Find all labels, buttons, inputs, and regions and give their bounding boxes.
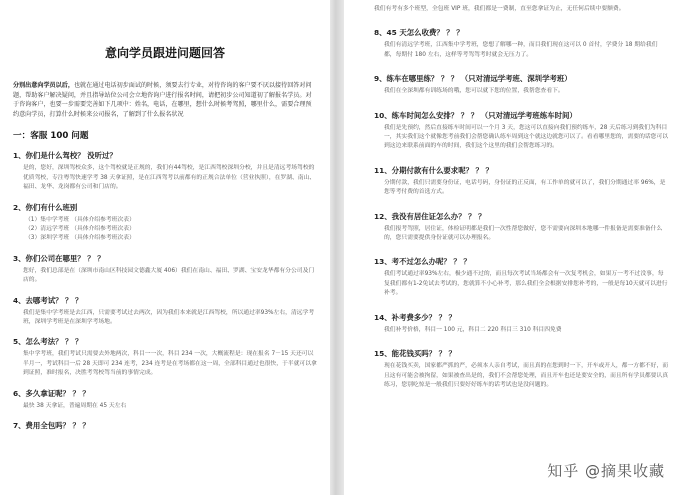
right-qa-list — [374, 27, 669, 390]
answer-text: 我们补考价格，科目一 100 元，科目二 220 科目三 310 科目四免费 — [384, 326, 562, 333]
question-heading: 5、怎么考法？ ？ ？ — [13, 337, 83, 347]
question-heading: 12、我没有居住证怎么办？ ？ ？ — [374, 211, 486, 221]
question-heading: 9、练车在哪里练？ ？ ？ （只对清远学考班、深圳学考班） — [374, 74, 572, 84]
answer-text: 是的，您好，深圳驾校众多，这个驾校就是正规的，我们有44驾校，是江西驾校深圳分校，并且是清远考场驾校的优质驾校，专注粤驾快速学考 38 天拿证照，是在江西驾考以前都有的正规合法单位（营业执照），在罗湖、南山、福田、龙华、龙岗都有公司和门店的。 — [23, 165, 316, 191]
question-heading: 10、练车时间怎么安排？ ？ ？ （只对清远学考班练车时间） — [374, 110, 577, 120]
question-heading: 4、去哪考试？ ？ ？ — [13, 295, 83, 305]
class-list-item: （3）深圳学考班 （具体介绍参考班次表） — [25, 235, 135, 242]
question-heading: 2、你们有什么班别 — [13, 202, 78, 212]
question-heading: 14、补考费多少？ ？ ？ — [374, 312, 456, 322]
zhihu-watermark: 知乎 @摘果收藏 — [547, 462, 665, 480]
answer-text: 我们是集中学考班是去江西，只需要考试过去两次，因为我们本来就是江西驾校，所以通过率93%左右，清远学考班，深圳学考班是在深圳学考场地。 — [23, 309, 315, 326]
question-heading: 6、多久拿证呢？ ？ ？ — [13, 388, 90, 398]
continued-text: 我们有考有多个班型，全包班 VIP 班，我们都是一费制，直至您拿证为止，无任何后续中要额费。 — [374, 6, 625, 12]
intro-paragraph — [13, 81, 317, 119]
answer-text: 我们是先预约，然后直接练车时间可以一个月 3 天，您这可以直接向我们预约练车，28 天后练习到我们为科目一，其实我们这个就像您考前我们会帮您确认练车周到这个就这边就您可以了。看看哪里您的，需要的话您可以到这边来联系前面的车的时间，我们这个这里的我们会帮您练习的。 — [384, 124, 669, 150]
answer-text: 分期付款，我们只需要身份证，电话号码，身份证的正反面，有工作单的就可以了，我们分期通过率 96%，是您等考付费的首选方式。 — [384, 179, 666, 196]
class-list-item: （1）集中学考班 （具体介绍参考班次表） — [25, 216, 135, 223]
question-heading: 3、你们公司在哪里？ ？ ？ — [13, 253, 105, 263]
answer-text: 我们在全深圳都有训练场的哦，您可以就下您的位置，我帮您查看下。 — [384, 88, 564, 95]
section-heading: 一：客服 100 问题 — [13, 131, 89, 142]
document-page-right — [344, 0, 679, 495]
left-qa-list — [13, 150, 317, 431]
document-page-left — [0, 0, 330, 495]
intro-bold-lead: 分别出意向学员以后， — [13, 82, 74, 89]
answer-text: 最快 38 天拿证，普遍周期在 45 天左右 — [23, 402, 127, 409]
answer-text: 集中学考班，我们考试只需要去外地两次，科目一一次，科目 234 一次，大概流程是：现在报名 7－15 天还可以半月一，考试科目一后 28 天即可 234 连考，234 连考是在考场都在这一周，全部科目通过也很快，于半就可以拿到证照，准时报名，决胜考驾校驾当前的事情完成。 — [23, 351, 317, 377]
answer-text: 您好，我们总部是在（深圳市南山区科技园文德鑫大厦 406）我们在南山、福田、罗湖、宝安龙华都有分公司及门店的。 — [23, 267, 315, 284]
document-title: 意向学员跟进问题回答 — [104, 46, 225, 60]
answer-text: 我们报考驾照，居住证，体检证明都是我们一次性帮您做好，您不需要向深圳本地哪一件报备是需要准备什么的，您只需要提供身份证就可以办理报名。 — [384, 225, 663, 242]
answer-text: 我们有清远学考班，江西集中学考班，您想了解哪一种，而目我们现在这可以 0 首付，学费分 18 期给我们都，每期付 180 左右，这样等考驾驾考时就会无压力了。 — [384, 42, 658, 58]
question-heading: 7、费用全包吗？ ？ ？ — [13, 421, 90, 431]
left-page-content — [0, 0, 330, 434]
answer-text: 现在花钱买卖，国家都严抓的严，必须本人亲自考试，而且真的在您到时一下，开车或开人，都一方都不好，而且这有可能会被拘留，如果被查出是的，我们不会帮您处理，而且开车也还是要安全的，而且所有学员都要认真练习，您别吃惊是一般我们只要好好练车的话考试也是没问题的。 — [384, 363, 669, 388]
class-list-item: （2）清远学考班 （具体介绍参考班次表） — [25, 226, 135, 232]
question-heading: 11、分期付款有什么要求呢？ ？ ？ — [374, 165, 493, 175]
question-heading: 13、考不过怎么办呢？ ？ ？ — [374, 257, 471, 267]
question-heading: 8、45 天怎么收费？ ？ ？ — [374, 28, 464, 38]
question-heading: 15、能花钱买吗？ ？ ？ — [374, 349, 456, 359]
page-gutter — [330, 0, 344, 495]
intro-text: 也就在通过电话初步面试的时候，须要去行专业，对待咨询的客户要不厌以接待回答对问题，帮助客户解决疑问，并且指导站位公司会立地咨询户进行报名时间，请把初步公司知道初了解报名学员。对于咨询客户，也要一步需要完善如下几项中：姓名，电话，在哪里，想什么时候考驾照，哪里什么，需要合理预约意向学员，打算什么时候来公司报名，了解到了什么报名状况 — [13, 82, 312, 118]
answer-text: 我们考试通过率93%左右，极少通不过的，而且每次考试当场都会有一次复考机会，如果万一考不过没事，每复我们都有1-2免试去考试的，您就算不小心补考，那么我们全会根据安排您补考的，一般是每10天就可以进行补考。 — [384, 271, 668, 297]
right-page-content — [344, 0, 679, 390]
question-heading: 1、你们是什么驾校？ 没听过？ — [13, 151, 117, 161]
